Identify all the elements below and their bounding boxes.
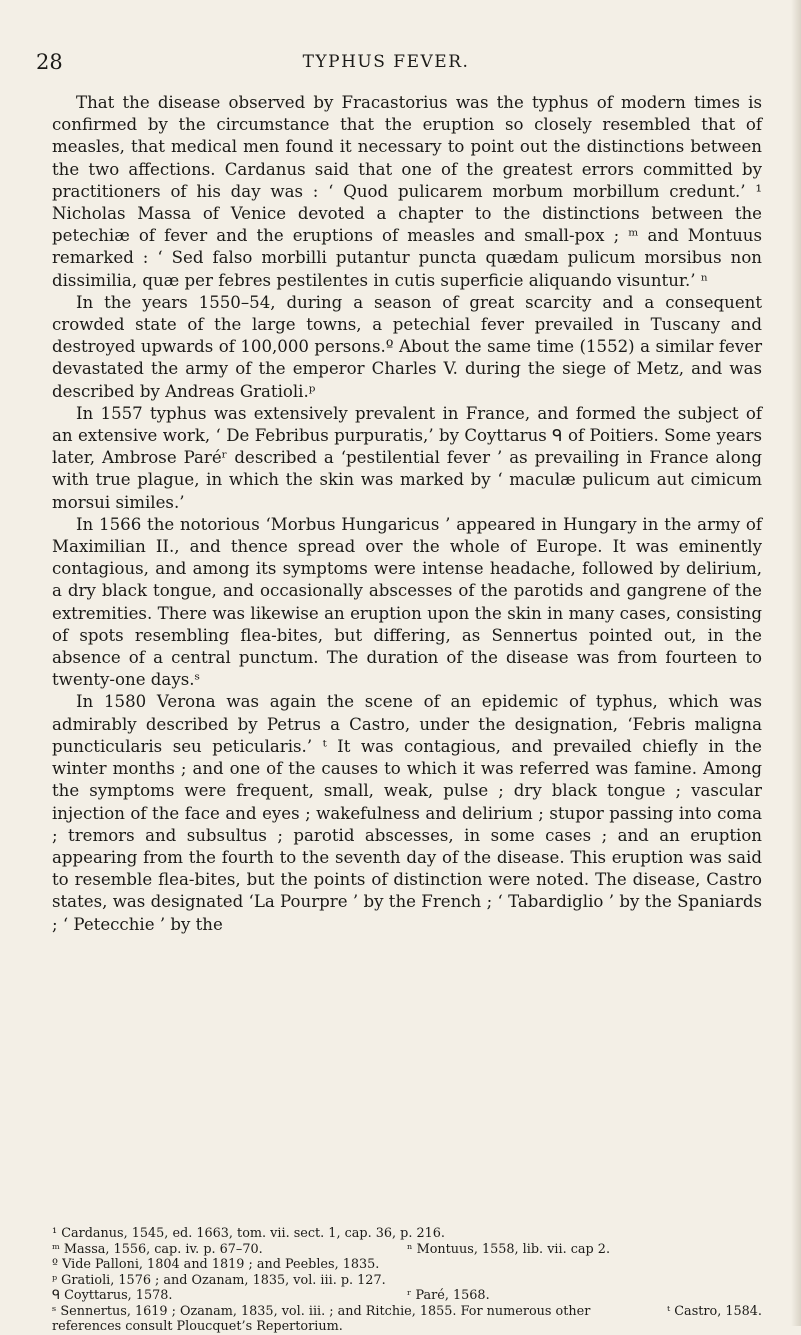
footnote-row	[52, 1288, 762, 1304]
paragraph-3: In 1557 typhus was extensively prevalent in France, and formed the subject of an extensive work, ‘ De Febribus purpuratis,’ by Coyttarus ᑫ of Poitiers. Some years later, Ambrose Paréʳ described a ‘pestilential fever ’ as prevailing in France along with true plague, in which the skin was marked by ‘ maculæ pulicum aut cimicum morsui similes.’	[52, 403, 762, 512]
paragraph-4: In 1566 the notorious ‘Morbus Hungaricus ’ appeared in Hungary in the army of Maximilian II., and thence spread over the whole of Europe. It was eminently contagious, and among its symptoms were intense headache, followed by delirium, a dry black tongue, and occasionally abscesses of the parotids and gangrene of the extremities. There was likewise an eruption upon the skin in many cases, consisting of spots resembling flea-bites, but differing, as Sennertus pointed out, in the absence of a central punctum. The duration of the disease was from fourteen to twenty-one days.ˢ	[52, 514, 762, 690]
footnote-coyttarus: ᑫ Coyttarus, 1578.	[52, 1288, 173, 1303]
footnote-row	[52, 1242, 762, 1258]
page-edge-shadow	[791, 0, 801, 1326]
footnote-sennertus: ˢ Sennertus, 1619 ; Ozanam, 1835, vol. iii. ; and Ritchie, 1855. For numerous other references consult Ploucquet’s Repertorium.	[52, 1303, 591, 1334]
page-number: 28	[36, 50, 63, 74]
paragraph-2: In the years 1550–54, during a season of great scarcity and a consequent crowded state of the large towns, a petechial fever prevailed in Tuscany and destroyed upwards of 100,000 persons.º About the same time (1552) a similar fever devastated the army of the emperor Charles V. during the siege of Metz, and was described by Andreas Gratioli.ᵖ	[52, 292, 762, 401]
running-head: TYPHUS FEVER.	[302, 52, 470, 72]
footnote-montuus: ⁿ Montuus, 1558, lib. vii. cap 2.	[407, 1241, 611, 1257]
footnote-castro: ᵗ Castro, 1584.	[667, 1303, 762, 1319]
body-text	[52, 92, 762, 936]
footnote-cardanus: ¹ Cardanus, 1545, ed. 1663, tom. vii. sect. 1, cap. 36, p. 216.	[52, 1226, 445, 1241]
footnote-pare: ʳ Paré, 1568.	[407, 1288, 490, 1303]
paragraph-5: In 1580 Verona was again the scene of an epidemic of typhus, which was admirably described by Petrus a Castro, under the designation, ‘Febris maligna puncticularis seu peticularis.’ ᵗ It was contagious, and prevailed chiefly in the winter months ; and one of the causes to which it was referred was famine. Among the symptoms were frequent, small, weak, pulse ; dry black tongue ; vascular injection of the face and eyes ; wakefulness and delirium ; stupor passing into coma ; tremors and subsultus ; parotid abscesses, in some cases ; and an eruption appearing from the fourth to the seventh day of the disease. This eruption was said to resemble flea-bites, but the points of distinction were noted. The disease, Castro states, was designated ‘La Pourpre ’ by the French ; ‘ Tabardiglio ’ by the Spaniards ; ‘ Petecchie ’ by the	[52, 692, 762, 934]
footnote-palloni: º Vide Palloni, 1804 and 1819 ; and Peebles, 1835.	[52, 1257, 380, 1272]
footnote-massa: ᵐ Massa, 1556, cap. iv. p. 67–70.	[52, 1241, 263, 1257]
footnote-row	[52, 1304, 762, 1335]
page-header	[36, 50, 736, 74]
paragraph-1: That the disease observed by Fracastorius was the typhus of modern times is confirmed by the circumstance that the eruption so closely resembled that of measles, that medical men found it necessary to point out the distinctions between the two affections. Cardanus said that one of the greatest errors committed by practitioners of his day was : ‘ Quod pulicarem morbum morbillum credunt.’ ¹ Nicholas Massa of Venice devoted a chapter to the distinctions between the petechiæ of fever and the eruptions of measles and small-pox ; ᵐ and Montuus remarked : ‘ Sed falso morbilli putantur puncta quædam pulicum morsibus non dissimilia, quæ per febres pestilentes in cutis superficie aliquando visuntur.’ ⁿ	[52, 93, 762, 290]
footnote-gratioli: ᵖ Gratioli, 1576 ; and Ozanam, 1835, vol. iii. p. 127.	[52, 1272, 386, 1288]
footnotes	[52, 1226, 762, 1335]
